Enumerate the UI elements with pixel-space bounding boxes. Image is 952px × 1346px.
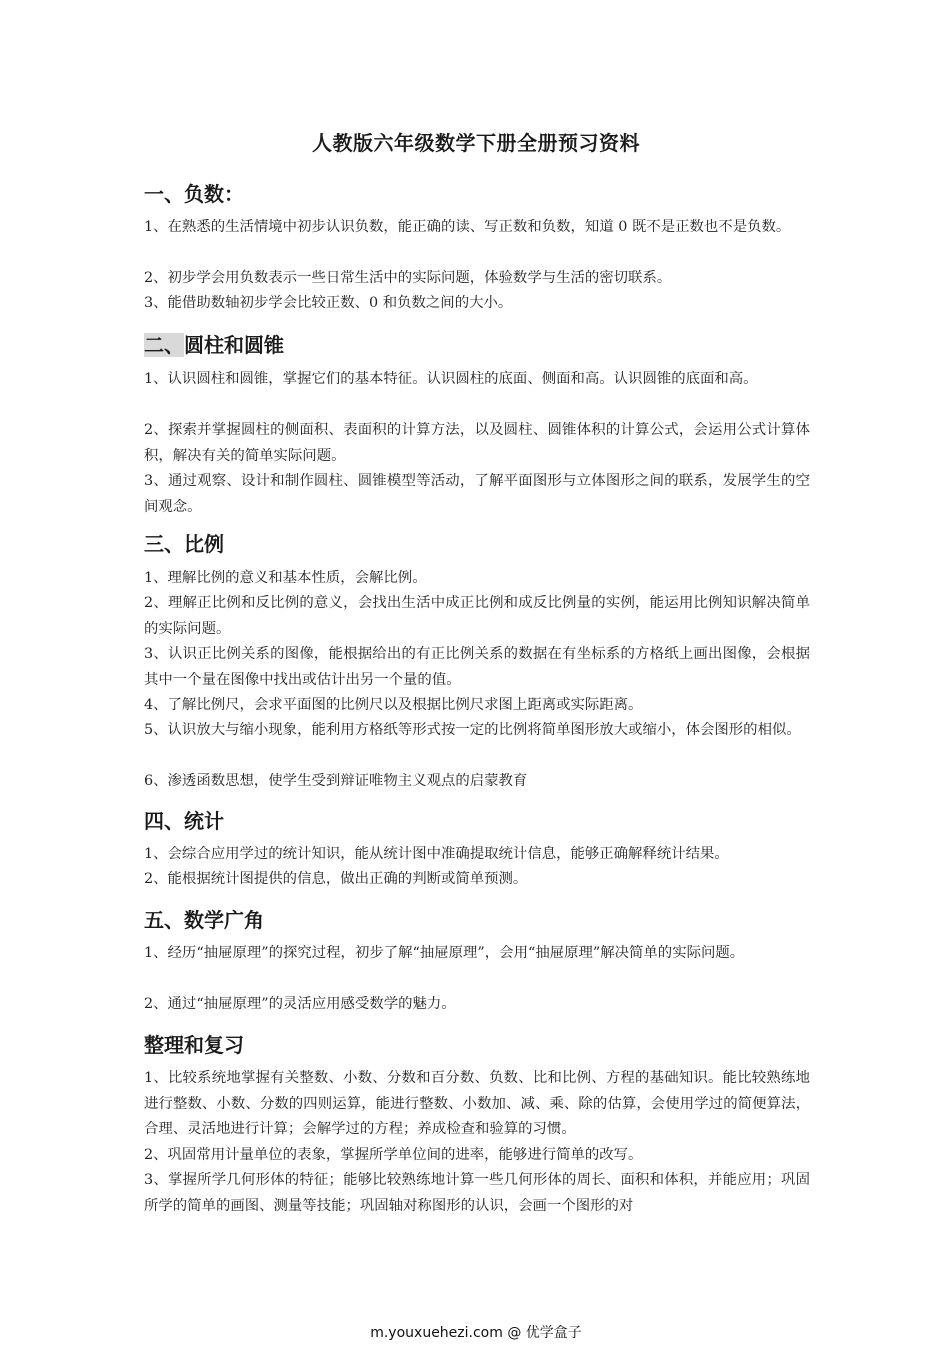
paragraph: 2、初步学会用负数表示一些日常生活中的实际问题，体验数学与生活的密切联系。 xyxy=(144,270,672,286)
paragraph: 2、通过“抽屉原理”的灵活应用感受数学的魅力。 xyxy=(144,996,456,1012)
section-heading-cylinder-cone xyxy=(144,329,284,358)
heading-text: 圆柱和圆锥 xyxy=(184,333,284,357)
paragraph: 4、了解比例尺，会求平面图的比例尺以及根据比例尺求图上距离或实际距离。 xyxy=(144,697,643,713)
paragraph: 1、在熟悉的生活情境中初步认识负数，能正确的读、写正数和负数，知道 0 既不是正数也不是负数。 xyxy=(144,219,791,235)
paragraph: 6、渗透函数思想，使学生受到辩证唯物主义观点的启蒙教育 xyxy=(144,773,528,789)
section-heading-statistics: 四、统计 xyxy=(144,809,224,833)
paragraph: 1、理解比例的意义和基本性质，会解比例。 xyxy=(144,570,427,586)
paragraph: 3、掌握所学几何形体的特征；能够比较熟练地计算一些几何形体的周长、面积和体积，并能应用；巩固所学的简单的画图、测量等技能；巩固轴对称图形的认识，会画一个图形的对 xyxy=(144,1172,810,1214)
heading-highlight: 二、 xyxy=(144,333,184,357)
paragraph: 5、认识放大与缩小现象，能利用方格纸等形式按一定的比例将简单图形放大或缩小，体会图形的相似。 xyxy=(144,722,801,738)
paragraph: 1、认识圆柱和圆锥，掌握它们的基本特征。认识圆柱的底面、侧面和高。认识圆锥的底面和高。 xyxy=(144,371,758,387)
paragraph: 2、能根据统计图提供的信息，做出正确的判断或简单预测。 xyxy=(144,871,528,887)
section-heading-review: 整理和复习 xyxy=(144,1033,244,1057)
paragraph: 1、会综合应用学过的统计知识，能从统计图中准确提取统计信息，能够正确解释统计结果。 xyxy=(144,846,729,862)
paragraph: 3、能借助数轴初步学会比较正数、0 和负数之间的大小。 xyxy=(144,295,513,311)
paragraph: 2、巩固常用计量单位的表象，掌握所学单位间的进率，能够进行简单的改写。 xyxy=(144,1147,643,1163)
section-heading-ratio: 三、比例 xyxy=(144,532,224,556)
paragraph: 1、经历“抽屉原理”的探究过程，初步了解“抽屉原理”，会用“抽屉原理”解决简单的实际问题。 xyxy=(144,945,745,961)
paragraph: 2、理解正比例和反比例的意义，会找出生活中成正比例和成反比例量的实例，能运用比例知识解决简单的实际问题。 xyxy=(144,595,810,637)
paragraph: 3、通过观察、设计和制作圆柱、圆锥模型等活动，了解平面图形与立体图形之间的联系，发展学生的空间观念。 xyxy=(144,473,810,515)
paragraph: 2、探索并掌握圆柱的侧面积、表面积的计算方法，以及圆柱、圆锥体积的计算公式，会运用公式计算体积，解决有关的简单实际问题。 xyxy=(144,422,810,464)
page-title: 人教版六年级数学下册全册预习资料 xyxy=(312,131,640,155)
section-heading-math-corner: 五、数学广角 xyxy=(144,908,264,932)
footer-watermark: m.youxuehezi.com @ 优学盒子 xyxy=(370,1325,582,1341)
section-heading-negative-numbers: 一、负数： xyxy=(144,182,244,206)
paragraph: 1、比较系统地掌握有关整数、小数、分数和百分数、负数、比和比例、方程的基础知识。能比较熟练地进行整数、小数、分数的四则运算，能进行整数、小数加、减、乘、除的估算，会使用学过的简便算法，合理、灵活地进行计算；会解学过的方程；养成检查和验算的习惯。 xyxy=(144,1070,810,1137)
paragraph: 3、认识正比例关系的图像，能根据给出的有正比例关系的数据在有坐标系的方格纸上画出图像，会根据其中一个量在图像中找出或估计出另一个量的值。 xyxy=(144,646,810,688)
